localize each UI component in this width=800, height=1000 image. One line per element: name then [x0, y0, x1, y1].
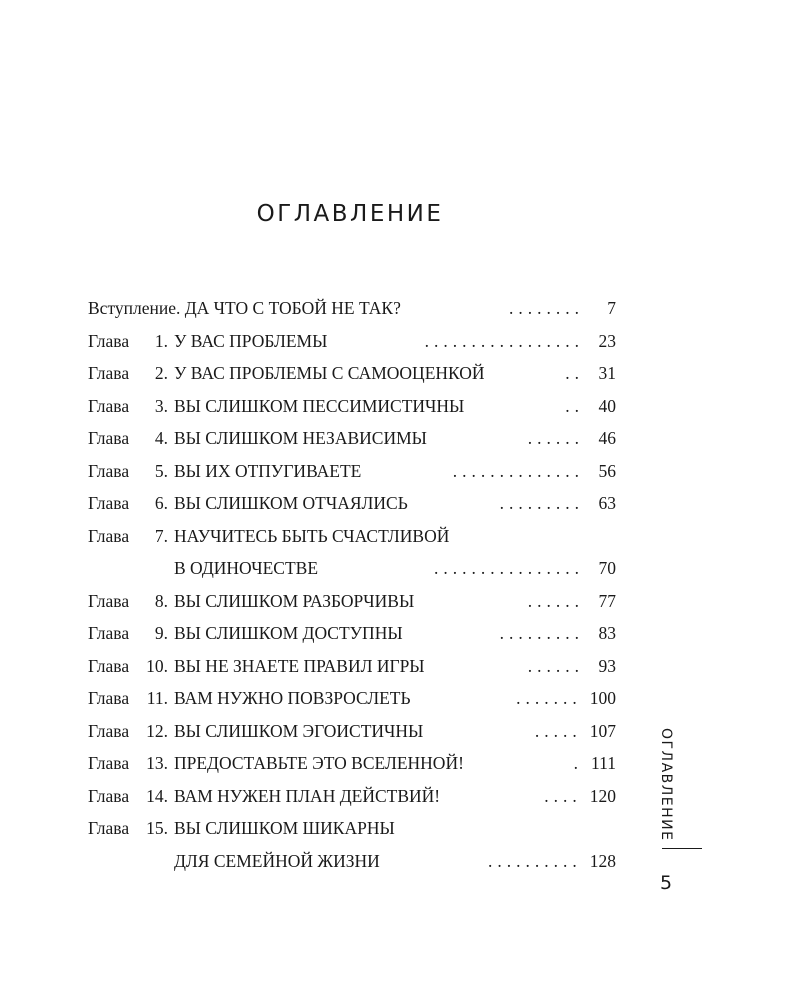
toc-entry-body: [174, 682, 616, 715]
toc-page-number: 100: [589, 688, 616, 708]
toc-entry-line: [174, 325, 616, 358]
toc-entry-label: Глава: [88, 330, 130, 351]
toc-entry-title: ВЫ СЛИШКОМ РАЗБОРЧИВЫ: [174, 590, 415, 611]
toc-entry-line: [174, 747, 616, 780]
toc-entry-label: Глава: [88, 395, 130, 416]
toc-dot-leader: ..: [565, 363, 584, 383]
toc-entry-prefix: [88, 357, 168, 390]
toc-entry-title: В ОДИНОЧЕСТВЕ: [174, 558, 319, 578]
toc-entry-prefix: [88, 812, 168, 845]
toc-entry-number: 10.: [146, 655, 168, 676]
toc-entry-title: ВАМ НУЖЕН ПЛАН ДЕЙСТВИЙ!: [174, 785, 441, 806]
toc-entry-number: 3.: [154, 395, 168, 416]
toc-entry: [88, 422, 616, 455]
toc-entry-title: ВЫ СЛИШКОМ ПЕССИМИСТИЧНЫ: [174, 395, 465, 416]
toc-entry-prefix: [88, 780, 168, 813]
toc-entry-line: [174, 650, 616, 683]
toc-entry-number: 1.: [154, 330, 168, 351]
toc-entry-number: 15.: [146, 818, 168, 838]
toc-dot-leader: ......: [527, 655, 584, 676]
toc-entry-body: [174, 650, 616, 683]
toc-dot-leader: ..............: [452, 460, 584, 481]
toc-entry-title: У ВАС ПРОБЛЕМЫ: [174, 330, 328, 351]
toc-entry: [88, 780, 616, 813]
toc-dot-leader: .........: [499, 623, 584, 643]
toc-dot-leader: ..........: [488, 850, 582, 871]
toc-entry-prefix: [88, 390, 168, 423]
toc-entry-number: 5.: [154, 460, 168, 481]
toc-page-number: 70: [598, 558, 616, 578]
toc-entry: [88, 682, 616, 715]
toc-dot-leader: ......: [527, 590, 584, 611]
toc-entry: [88, 617, 616, 650]
toc-entry-line: [174, 357, 616, 390]
table-of-contents: [88, 292, 616, 877]
toc-entry-label: Глава: [88, 655, 130, 676]
toc-entry-prefix: [88, 715, 168, 748]
toc-page-number: 40: [598, 395, 616, 416]
toc-entry-number: 13.: [146, 753, 168, 773]
toc-entry-body: [174, 455, 616, 488]
toc-entry: [88, 715, 616, 748]
toc-entry: [88, 585, 616, 618]
toc-entry-prefix: [88, 617, 168, 650]
toc-entry-title: ВЫ ИХ ОТПУГИВАЕТЕ: [174, 460, 362, 481]
toc-dot-leader: .: [573, 753, 584, 773]
toc-dot-leader: ................: [434, 558, 584, 578]
toc-entry-body: [88, 292, 616, 325]
toc-entry-line: [174, 715, 616, 748]
toc-entry-label: Глава: [88, 753, 130, 773]
toc-page-number: 83: [598, 623, 616, 643]
toc-entry-prefix: [88, 422, 168, 455]
toc-entry-title: ВЫ НЕ ЗНАЕТЕ ПРАВИЛ ИГРЫ: [174, 655, 425, 676]
toc-entry-prefix: [88, 487, 168, 520]
running-head: ОГЛАВЛЕНИЕ: [658, 728, 674, 842]
toc-page-number: 93: [598, 655, 616, 676]
toc-entry-number: 12.: [146, 720, 168, 741]
toc-dot-leader: .....: [534, 720, 582, 741]
toc-entry-title: ВЫ СЛИШКОМ ЭГОИСТИЧНЫ: [174, 720, 424, 741]
toc-entry-number: 4.: [154, 428, 168, 448]
running-head-rule: [662, 848, 702, 849]
toc-entry-line: [174, 812, 616, 845]
toc-entry-body: [174, 422, 616, 455]
toc-entry-body: [174, 780, 616, 813]
toc-entry-body: [174, 487, 616, 520]
toc-entry-body: [174, 617, 616, 650]
toc-entry-title: У ВАС ПРОБЛЕМЫ С САМООЦЕНКОЙ: [174, 363, 485, 383]
toc-entry-title: НАУЧИТЕСЬ БЫТЬ СЧАСТЛИВОЙ: [174, 525, 450, 546]
toc-entry-label: Глава: [88, 720, 130, 741]
toc-entry-line: [174, 455, 616, 488]
toc-entry-line: [174, 617, 616, 650]
toc-entry-prefix: [88, 520, 168, 553]
toc-entry-line: [174, 422, 616, 455]
toc-entry-body: [174, 357, 616, 390]
toc-entry: [88, 390, 616, 423]
toc-entry-prefix: [88, 585, 168, 618]
toc-entry-line: [174, 552, 616, 585]
toc-entry-body: [174, 520, 616, 585]
toc-entry-number: 11.: [146, 688, 168, 708]
toc-entry-label: Глава: [88, 525, 130, 546]
toc-entry-title: ВЫ СЛИШКОМ НЕЗАВИСИМЫ: [174, 428, 427, 448]
toc-entry: [88, 292, 616, 325]
toc-entry-prefix: [88, 455, 168, 488]
toc-entry-number: 14.: [146, 785, 168, 806]
toc-entry-label: Глава: [88, 590, 130, 611]
toc-entry-body: [174, 747, 616, 780]
toc-entry: [88, 650, 616, 683]
toc-page-number: 31: [598, 363, 616, 383]
toc-entry-title: Вступление. ДА ЧТО С ТОБОЙ НЕ ТАК?: [88, 298, 401, 318]
toc-entry-prefix: [88, 650, 168, 683]
toc-page-number: 120: [589, 785, 616, 806]
toc-entry-label: Глава: [88, 623, 130, 643]
toc-entry-title: ВЫ СЛИШКОМ ШИКАРНЫ: [174, 818, 395, 838]
toc-page-number: 56: [598, 460, 616, 481]
toc-entry-label: Глава: [88, 363, 130, 383]
toc-entry: [88, 747, 616, 780]
toc-page-number: 128: [589, 850, 616, 871]
toc-entry-line: [174, 585, 616, 618]
toc-entry-line: [174, 390, 616, 423]
toc-page-number: 23: [598, 330, 616, 351]
toc-entry-body: [174, 715, 616, 748]
toc-entry-line: [174, 845, 616, 878]
toc-entry: [88, 455, 616, 488]
toc-entry: [88, 487, 616, 520]
page-title: ОГЛАВЛЕНИЕ: [256, 201, 444, 228]
toc-dot-leader: ....: [544, 785, 582, 806]
toc-entry-label: Глава: [88, 818, 130, 838]
toc-entry-number: 6.: [154, 493, 168, 513]
toc-entry-label: Глава: [88, 688, 130, 708]
toc-page-number: 107: [589, 720, 616, 741]
toc-entry-number: 7.: [154, 525, 168, 546]
toc-entry-prefix: [88, 325, 168, 358]
toc-dot-leader: ......: [527, 428, 584, 448]
toc-entry: [88, 325, 616, 358]
toc-entry-line: [174, 682, 616, 715]
toc-entry-label: Глава: [88, 493, 130, 513]
toc-entry-body: [174, 585, 616, 618]
toc-dot-leader: .................: [424, 330, 584, 351]
toc-entry: [88, 520, 616, 585]
toc-page-number: 63: [598, 493, 616, 513]
toc-entry-title: ВАМ НУЖНО ПОВЗРОСЛЕТЬ: [174, 688, 411, 708]
toc-dot-leader: .........: [499, 493, 584, 513]
toc-entry-line: [174, 487, 616, 520]
toc-dot-leader: ..: [565, 395, 584, 416]
toc-entry-title: ВЫ СЛИШКОМ ОТЧАЯЛИСЬ: [174, 493, 408, 513]
toc-entry: [88, 812, 616, 877]
toc-entry-title: ВЫ СЛИШКОМ ДОСТУПНЫ: [174, 623, 403, 643]
toc-entry-number: 9.: [154, 623, 168, 643]
toc-page-number: 7: [607, 298, 616, 318]
toc-entry-number: 2.: [154, 363, 168, 383]
toc-entry-line: [174, 780, 616, 813]
toc-dot-leader: ........: [509, 298, 584, 318]
toc-entry-line: [88, 292, 616, 325]
page-number: 5: [660, 872, 673, 894]
toc-entry-title: ПРЕДОСТАВЬТЕ ЭТО ВСЕЛЕННОЙ!: [174, 753, 464, 773]
toc-entry-label: Глава: [88, 460, 130, 481]
toc-entry-number: 8.: [154, 590, 168, 611]
toc-entry: [88, 357, 616, 390]
toc-page-number: 77: [598, 590, 616, 611]
toc-entry-body: [174, 812, 616, 877]
toc-entry-prefix: [88, 682, 168, 715]
toc-entry-prefix: [88, 747, 168, 780]
toc-dot-leader: .......: [516, 688, 582, 708]
toc-entry-body: [174, 325, 616, 358]
toc-page-number: 111: [591, 753, 616, 773]
toc-entry-label: Глава: [88, 785, 130, 806]
toc-entry-title: ДЛЯ СЕМЕЙНОЙ ЖИЗНИ: [174, 850, 380, 871]
toc-entry-line: [174, 520, 616, 553]
toc-entry-body: [174, 390, 616, 423]
toc-page-number: 46: [598, 428, 616, 448]
toc-entry-label: Глава: [88, 428, 130, 448]
